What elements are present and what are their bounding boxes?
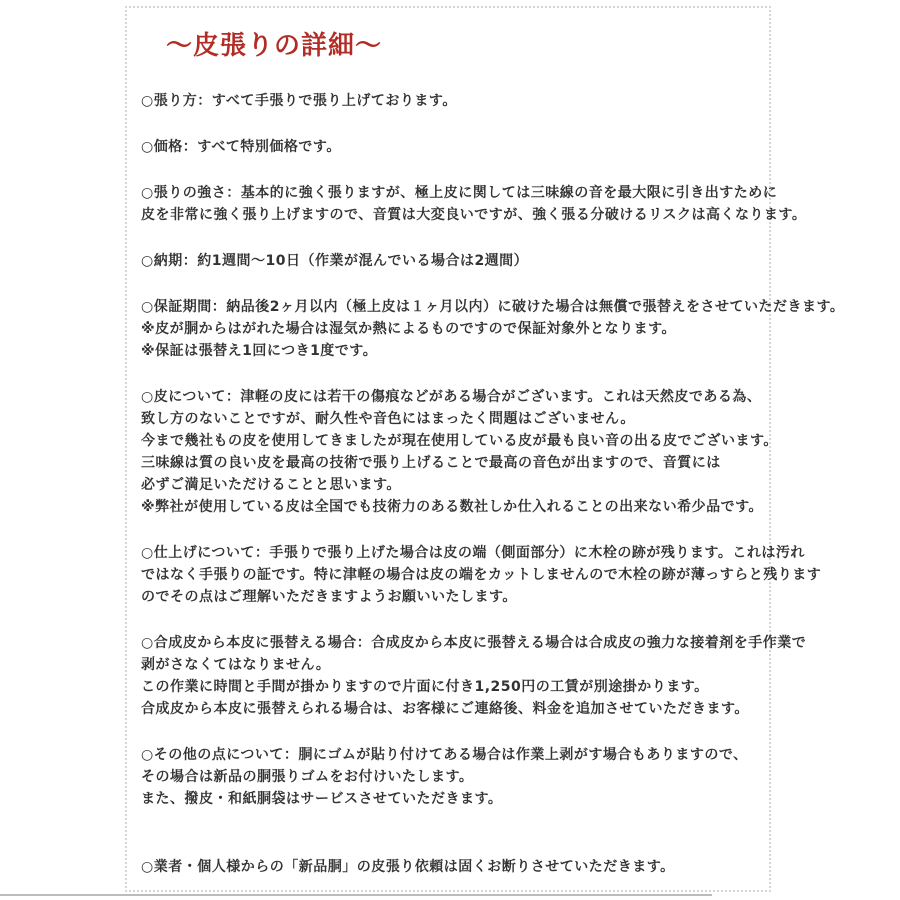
paragraph-hari-no-tsuyosa xyxy=(141,182,807,226)
text-line: 皮を非常に強く張り上げますので、音質は大変良いですが、強く張る分破けるリスクは高くなります。 xyxy=(141,207,807,223)
paragraph-nouki xyxy=(141,250,759,272)
paragraph-hari-kata xyxy=(141,90,759,112)
text-line: ○その他の点について：胴にゴムが貼り付けてある場合は作業上剥がす場合もありますので、 xyxy=(141,747,748,763)
text-line: ○張り方：すべて手張りで張り上げております。 xyxy=(141,93,457,109)
text-line: のでその点はご理解いただきますようお願いいたします。 xyxy=(141,589,517,605)
text-line: その場合は新品の胴張りゴムをお付けいたします。 xyxy=(141,769,474,785)
text-line: 致し方のないことですが、耐久性や音色にはまったく問題はございません。 xyxy=(141,411,635,427)
text-line: 剥がさなくてはなりません。 xyxy=(141,657,331,673)
paragraph-sonota-no-ten xyxy=(141,744,759,810)
paragraph-kawa-ni-tsuite xyxy=(141,386,778,518)
page-title: 〜皮張りの詳細〜 xyxy=(166,31,383,61)
document-content xyxy=(127,8,845,878)
paragraph-gyousha-okotowari xyxy=(141,856,759,878)
text-line: ○保証期間：納品後2ヶ月以内（極上皮は１ヶ月以内）に破けた場合は無償で張替えをさせていただきます。 xyxy=(141,299,845,315)
text-line: また、撥皮・和紙胴袋はサービスさせていただきます。 xyxy=(141,791,503,807)
text-line: ○仕上げについて：手張りで張り上げた場合は皮の端（側面部分）に木栓の跡が残ります。これは汚れ xyxy=(141,545,805,561)
text-line: ※弊社が使用している皮は全国でも技術力のある数社しか仕入れることの出来ない希少品です。 xyxy=(141,499,763,515)
sections-container xyxy=(141,90,845,878)
paragraph-gouseigawa-kara-hongawa xyxy=(141,632,807,720)
paragraph-kakaku xyxy=(141,136,759,158)
document-frame xyxy=(125,6,845,892)
text-line: ○合成皮から本皮に張替える場合：合成皮から本皮に張替える場合は合成皮の強力な接着剤を手作業で xyxy=(141,635,807,651)
text-line: 三味線は質の良い皮を最高の技術で張り上げることで最高の音色が出ますので、音質には xyxy=(141,455,721,471)
text-line: ○業者・個人様からの「新品胴」の皮張り依頼は固くお断りさせていただきます。 xyxy=(141,859,675,875)
text-line: ※保証は張替え1回につき1度です。 xyxy=(141,343,378,359)
text-line: ○皮について：津軽の皮には若干の傷痕などがある場合がございます。これは天然皮である為、 xyxy=(141,389,762,405)
text-line: ○価格：すべて特別価格です。 xyxy=(141,139,341,155)
text-line: ○張りの強さ：基本的に強く張りますが、極上皮に関しては三味線の音を最大限に引き出すために xyxy=(141,185,778,201)
text-line: ではなく手張りの証です。特に津軽の場合は皮の端をカットしませんので木栓の跡が薄っすらと残ります xyxy=(141,567,822,583)
paragraph-shiage-ni-tsuite xyxy=(141,542,822,608)
text-line: 合成皮から本皮に張替えられる場合は、お客様にご連絡後、料金を追加させていただきます。 xyxy=(141,701,749,717)
text-line: ○納期：約1週間〜10日（作業が混んでいる場合は2週間） xyxy=(141,253,529,269)
bottom-divider xyxy=(0,894,712,896)
text-line: 必ずご満足いただけることと思います。 xyxy=(141,477,401,493)
text-line: ※皮が胴からはがれた場合は湿気か熱によるものですので保証対象外となります。 xyxy=(141,321,676,337)
paragraph-hoshou-kikan xyxy=(141,296,845,362)
text-line: この作業に時間と手間が掛かりますので片面に付き1,250円の工賃が別途掛かります。 xyxy=(141,679,709,695)
text-line: 今まで幾社もの皮を使用してきましたが現在使用している皮が最も良い音の出る皮でございます。 xyxy=(141,433,778,449)
